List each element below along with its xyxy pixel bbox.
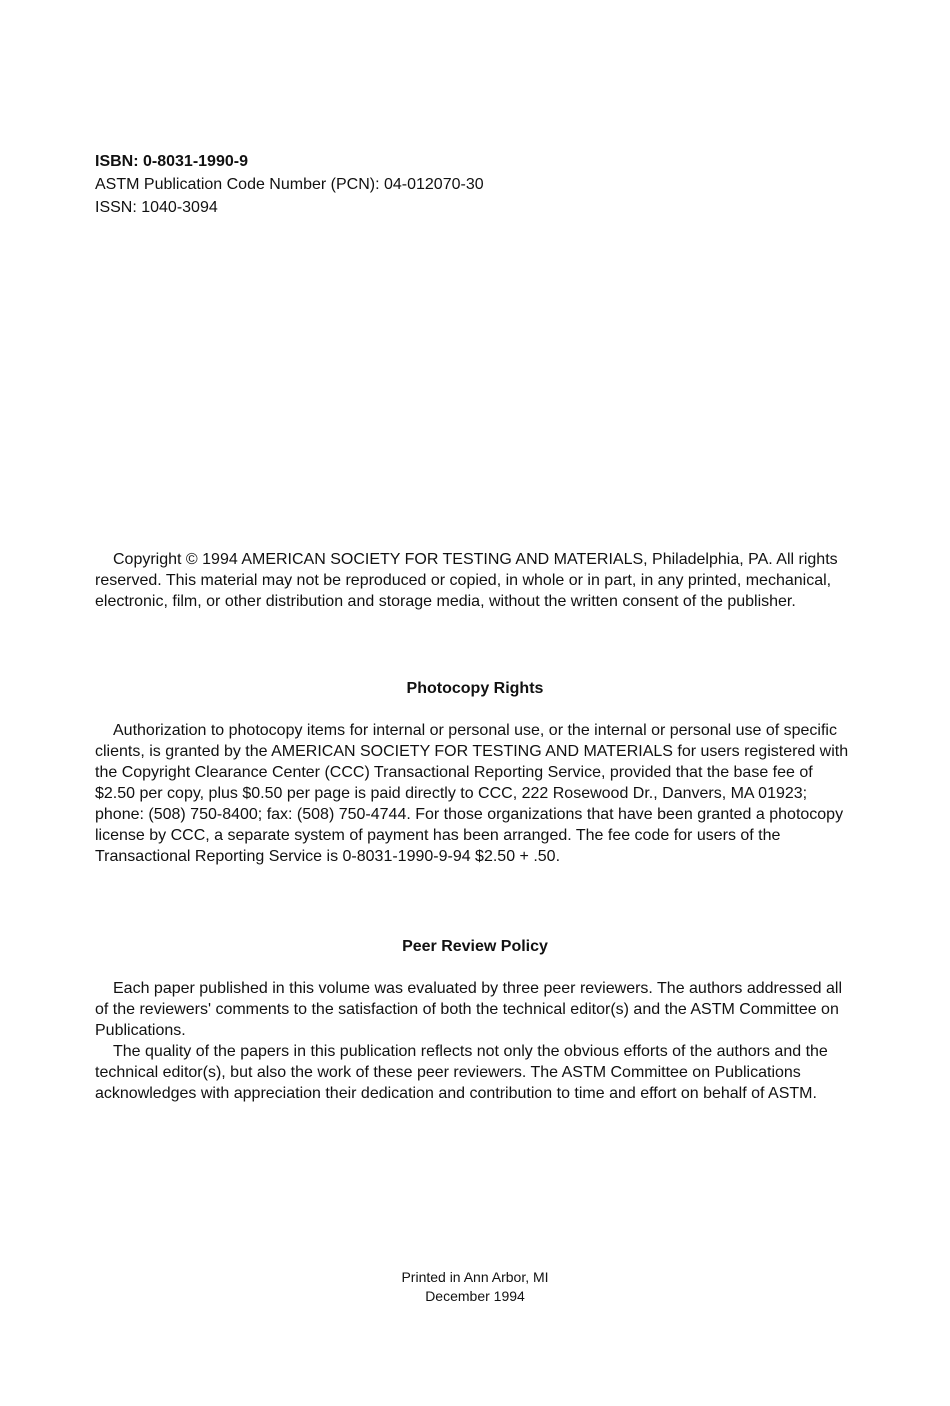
photocopy-rights-text: Authorization to photocopy items for internal or personal use, or the internal or personal use of specific clients, is granted by the AMERICAN SOCIETY FOR TESTING AND MATERIALS for users registered with the Copyright Clearance Center (CCC) Transactional Reporting Service, provided that the base fee of $2.50 per copy, plus $0.50 per page is paid directly to CCC, 222 Rosewood Dr., Danvers, MA 01923; phone: (508) 750-8400; fax: (508) 750-4744. For those organizations that have been granted a photocopy license by CCC, a separate system of payment has been arranged. The fee code for users of the Transactional Reporting Service is 0-8031-1990-9-94 $2.50 + .50.	[95, 722, 849, 865]
print-location: Printed in Ann Arbor, MI	[401, 1269, 549, 1285]
publication-identifiers	[95, 150, 484, 219]
peer-review-heading: Peer Review Policy	[402, 938, 548, 955]
printing-imprint	[95, 1268, 855, 1306]
copyright-notice	[95, 549, 855, 612]
issn: ISSN: 1040-3094	[95, 199, 218, 216]
photocopy-rights-heading: Photocopy Rights	[406, 680, 544, 697]
peer-review-paragraph-2: The quality of the papers in this publication reflects not only the obvious efforts of the authors and the technical editor(s), but also the work of these peer reviewers. The ASTM Committee on Publications acknowledges with appreciation their dedication and contribution to time and effort on behalf of ASTM.	[95, 1043, 828, 1102]
print-date: December 1994	[425, 1288, 525, 1304]
copyright-text: Copyright © 1994 AMERICAN SOCIETY FOR TESTING AND MATERIALS, Philadelphia, PA. All rights reserved. This material may not be reproduced or copied, in whole or in part, in any printed, mechanical, electronic, film, or other distribution and storage media, without the written consent of the publisher.	[95, 551, 838, 610]
photocopy-rights-section	[95, 720, 855, 867]
isbn: ISBN: 0-8031-1990-9	[95, 153, 248, 170]
pcn: ASTM Publication Code Number (PCN): 04-012070-30	[95, 176, 484, 193]
peer-review-paragraph-1: Each paper published in this volume was evaluated by three peer reviewers. The authors addressed all of the reviewers' comments to the satisfaction of both the technical editor(s) and the ASTM Committee on Publications.	[95, 980, 843, 1039]
peer-review-section	[95, 978, 855, 1104]
